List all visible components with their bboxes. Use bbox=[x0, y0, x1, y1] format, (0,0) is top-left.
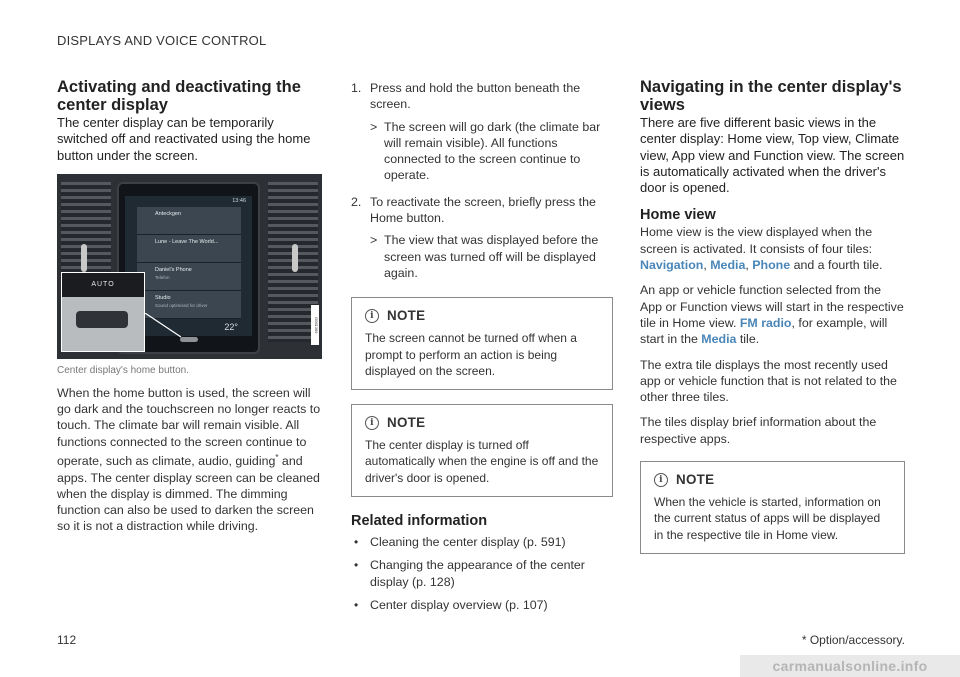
tile-media: Media bbox=[710, 258, 746, 273]
note-text: The center display is turned off automatically when the engine is off and the driver's door is opened. bbox=[365, 438, 599, 485]
body-text-b: and apps. The center display screen can be cleaned when the display is dimmed. The dimming function can also be used to darken the screen so it is not a distraction while driving. bbox=[57, 454, 320, 534]
step-number: 2. bbox=[351, 194, 362, 209]
step-item bbox=[351, 194, 613, 281]
option-footnote: * Option/accessory. bbox=[801, 633, 905, 647]
body-text-a: When the home button is used, the screen will go dark and the touchscreen no longer reacts to touch. The climate bar will remain visible. All functions connected to the screen continue to operate, such as climate, audio, guiding bbox=[57, 385, 321, 469]
fm-radio-term: FM radio bbox=[739, 315, 792, 330]
step-result bbox=[370, 232, 613, 281]
related-heading: Related information bbox=[351, 513, 488, 530]
bullet: • bbox=[354, 558, 359, 573]
step-result bbox=[370, 119, 613, 184]
tile-label: Studio bbox=[155, 294, 171, 301]
note-title: NOTE bbox=[676, 472, 715, 488]
closeup-home-button bbox=[76, 311, 128, 328]
lead-navigating: There are five different basic views in the center display: Home view, Top view, Climate view, App view and Function view. The screen is automatically activated when the driver's door is opened. bbox=[640, 115, 905, 196]
inset-auto-label: AUTO bbox=[62, 273, 144, 297]
step-text: Press and hold the button beneath the screen. bbox=[370, 81, 581, 112]
home-tile-1 bbox=[137, 207, 241, 235]
image-code: G061369 bbox=[311, 305, 319, 345]
section-header: DISPLAYS AND VOICE CONTROL bbox=[57, 33, 267, 48]
note-box-1 bbox=[351, 297, 613, 390]
related-text: Center display overview (p. 107) bbox=[370, 597, 548, 612]
note-box-3 bbox=[640, 461, 905, 554]
related-list bbox=[351, 534, 613, 613]
related-text: Changing the appearance of the center display (p. 128) bbox=[370, 558, 585, 589]
vent-knob-right bbox=[292, 244, 298, 272]
figure-caption: Center display's home button. bbox=[57, 364, 189, 376]
heading-activating: Activating and deactivating the center display bbox=[57, 78, 301, 114]
tile-navigation: Navigation bbox=[640, 258, 704, 273]
tile-label: Lune - Leave The World... bbox=[155, 238, 219, 245]
page-number: 112 bbox=[57, 633, 77, 647]
temperature-readout: 22° bbox=[224, 321, 238, 332]
p2-text-a: An app or vehicle function selected from the App or Function views will start in the respective tile in Home view. bbox=[640, 283, 904, 330]
separator: , bbox=[703, 258, 711, 273]
column-steps bbox=[351, 80, 613, 620]
related-link-overview[interactable] bbox=[351, 597, 613, 613]
p2-text-c: tile. bbox=[736, 332, 760, 347]
step-text: To reactivate the screen, briefly press the Home button. bbox=[370, 194, 596, 226]
home-tile-3 bbox=[137, 263, 241, 291]
result-text: The screen will go dark (the climate bar will remain visible). All functions connected to the screen continue to operate. bbox=[384, 119, 601, 183]
note-text: The screen cannot be turned off when a prompt to perform an action is being displayed on the screen. bbox=[365, 331, 577, 378]
home-view-heading: Home view bbox=[640, 207, 716, 224]
steps-list bbox=[351, 80, 613, 281]
bullet: • bbox=[354, 535, 359, 550]
app-start-paragraph bbox=[640, 282, 905, 347]
tile-label: Anteckgen bbox=[155, 210, 181, 217]
center-display-photo bbox=[57, 174, 322, 359]
home-button-closeup bbox=[61, 272, 145, 352]
column-navigating bbox=[640, 78, 905, 554]
home-view-intro bbox=[640, 224, 905, 273]
tile-label: Daniel's Phone bbox=[155, 266, 192, 273]
note-heading bbox=[365, 415, 599, 430]
note-text: When the vehicle is started, information on the current status of apps will be displayed in the respective tile in Home view. bbox=[654, 495, 881, 542]
note-title: NOTE bbox=[387, 415, 426, 431]
tiles-info-paragraph: The tiles display brief information about the respective apps. bbox=[640, 415, 877, 446]
separator: , bbox=[745, 258, 753, 273]
leader-line bbox=[145, 313, 183, 339]
result-text: The view that was displayed before the screen was turned off will be displayed again. bbox=[384, 233, 599, 280]
tile-sub: Sound optimised for driver bbox=[155, 302, 208, 308]
related-link-cleaning[interactable] bbox=[351, 534, 613, 550]
heading-navigating: Navigating in the center display's views bbox=[640, 78, 902, 114]
watermark: carmanualsonline.info bbox=[740, 655, 960, 677]
extra-tile-paragraph: The extra tile displays the most recently used app or vehicle function that is not related to the other three tiles. bbox=[640, 357, 897, 405]
related-text: Cleaning the center display (p. 591) bbox=[370, 535, 566, 550]
note-heading bbox=[654, 472, 891, 487]
vent-knob-left bbox=[81, 244, 87, 272]
info-icon: i bbox=[365, 416, 379, 430]
option-star: * bbox=[275, 453, 279, 463]
tiles-suffix: and a fourth tile. bbox=[790, 258, 883, 273]
note-title: NOTE bbox=[387, 308, 426, 324]
related-link-appearance[interactable] bbox=[351, 557, 613, 590]
result-marker: > bbox=[370, 233, 378, 248]
lead-activating: The center display can be temporarily switched off and reactivated using the home button under the screen. bbox=[57, 115, 311, 163]
body-home-button bbox=[57, 385, 322, 535]
step-item bbox=[351, 80, 613, 184]
home-intro-text: Home view is the view displayed when the screen is activated. It consists of four tiles: bbox=[640, 225, 873, 256]
result-marker: > bbox=[370, 119, 378, 134]
note-box-2 bbox=[351, 404, 613, 497]
note-heading bbox=[365, 308, 599, 323]
step-number: 1. bbox=[351, 81, 362, 95]
status-time: 13:46 bbox=[232, 197, 246, 204]
home-tile-2 bbox=[137, 235, 241, 263]
info-icon: i bbox=[654, 473, 668, 487]
column-activating bbox=[57, 78, 322, 535]
p2-text-b: , for example, will start in the bbox=[640, 315, 888, 347]
status-bar bbox=[125, 196, 252, 206]
bullet: • bbox=[354, 597, 359, 612]
tile-phone: Phone bbox=[752, 258, 791, 273]
tile-sub: Telefon bbox=[155, 274, 170, 280]
media-term: Media bbox=[701, 332, 737, 347]
info-icon: i bbox=[365, 309, 379, 323]
